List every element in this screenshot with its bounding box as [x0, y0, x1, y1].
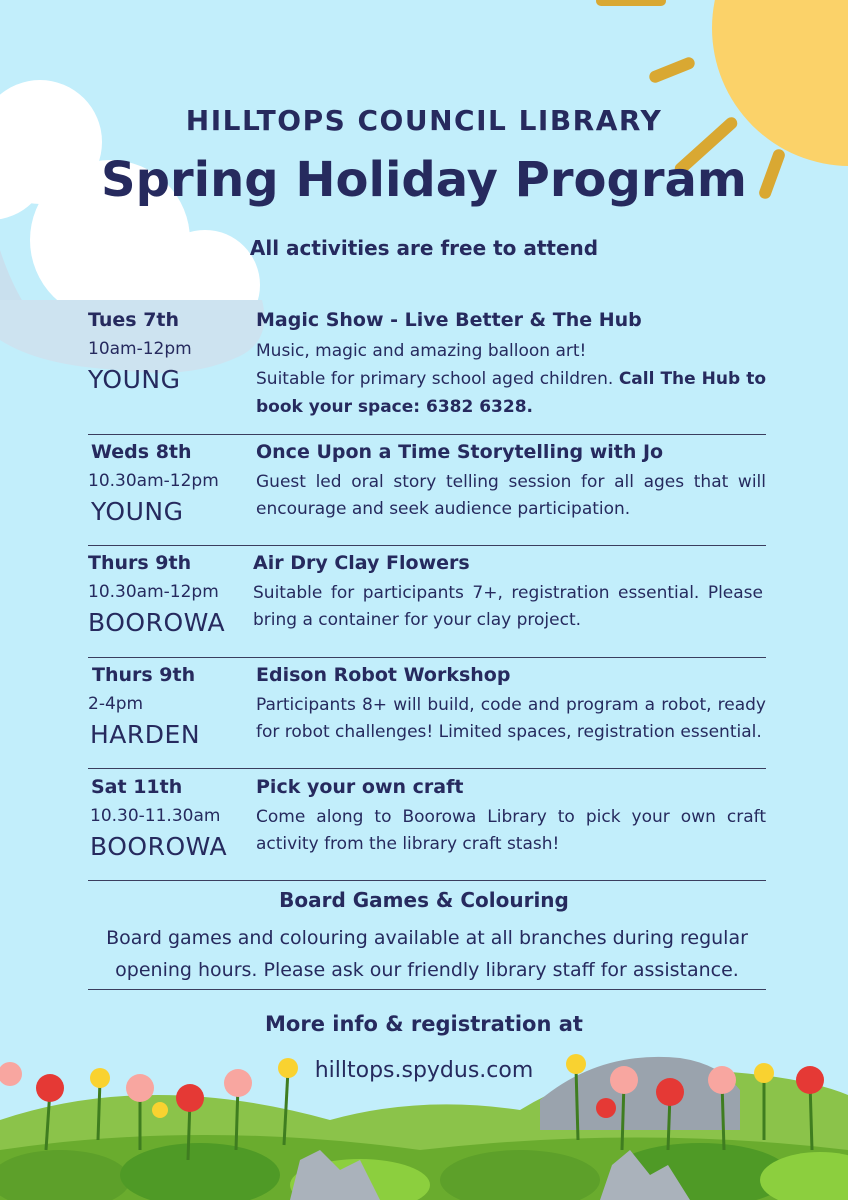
- event-time: 2-4pm: [88, 694, 144, 714]
- booking-info: Call The Hub to book your space: 6382 6328.: [256, 369, 767, 417]
- event-time: 10am-12pm: [88, 339, 192, 359]
- event-title: Air Dry Clay Flowers: [253, 552, 470, 574]
- event-time: 10.30am-12pm: [88, 582, 219, 602]
- event-description: Participants 8+ will build, code and program a robot, ready for robot challenges! Limited spaces, registration essential.: [256, 695, 766, 742]
- event-day: Sat 11th: [91, 776, 183, 798]
- event-title: Pick your own craft: [256, 776, 464, 798]
- page-title: Spring Holiday Program: [101, 152, 747, 208]
- event-location: BOOROWA: [88, 608, 226, 637]
- library-name: HILLTOPS COUNCIL LIBRARY: [185, 104, 663, 137]
- event-day: Thurs 9th: [92, 664, 196, 686]
- event-description: Come along to Boorowa Library to pick your own craft activity from the library craft stash!: [256, 807, 766, 854]
- divider: [88, 880, 766, 881]
- divider: [88, 768, 766, 769]
- event-title: Edison Robot Workshop: [256, 664, 511, 686]
- divider: [88, 434, 766, 435]
- divider: [88, 545, 766, 546]
- event-location: BOOROWA: [90, 832, 228, 861]
- more-info-title: More info & registration at: [265, 1012, 583, 1036]
- board-games-title: Board Games & Colouring: [279, 888, 569, 912]
- event-title: Once Upon a Time Storytelling with Jo: [256, 441, 664, 463]
- event-description-text: Suitable for primary school aged children.: [256, 369, 614, 389]
- event-time: 10.30-11.30am: [90, 806, 221, 826]
- event-day: Tues 7th: [88, 309, 180, 331]
- event-description: Guest led oral story telling session for all ages that will encourage and seek audience participation.: [256, 472, 766, 519]
- event-day: Weds 8th: [91, 441, 192, 463]
- divider: [88, 657, 766, 658]
- registration-link[interactable]: hilltops.spydus.com: [314, 1058, 534, 1083]
- event-location: HARDEN: [90, 720, 201, 749]
- board-games-description: Board games and colouring available at all branches during regular opening hours. Please ask our friendly library staff for assistance.: [106, 927, 748, 981]
- event-day: Thurs 9th: [88, 552, 192, 574]
- event-time: 10.30am-12pm: [88, 471, 219, 491]
- event-description-line: Music, magic and amazing balloon art!: [256, 341, 587, 361]
- event-location: YOUNG: [91, 497, 184, 526]
- free-notice: All activities are free to attend: [249, 236, 599, 260]
- event-description: Suitable for participants 7+, registration essential. Please bring a container for your clay project.: [253, 583, 763, 630]
- event-location: YOUNG: [88, 365, 181, 394]
- event-title: Magic Show - Live Better & The Hub: [256, 309, 642, 331]
- event-description: [256, 337, 766, 421]
- divider: [88, 989, 766, 990]
